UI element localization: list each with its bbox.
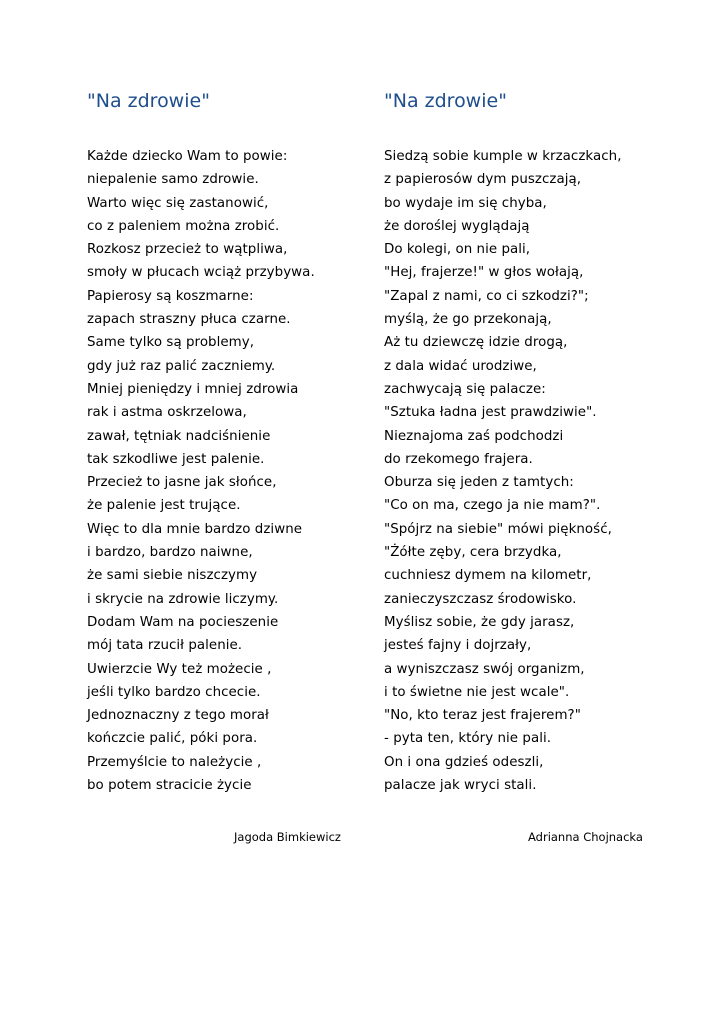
right-poem	[384, 88, 684, 797]
poem-line: a wyniszczasz swój organizm,	[384, 661, 585, 677]
poem-line: mój tata rzucił palenie.	[87, 638, 243, 654]
poem-line: "Spójrz na siebie" mówi piękność,	[384, 521, 612, 537]
poem-line: "Hej, frajerze!" w głos wołają,	[384, 265, 584, 281]
poem-line: Przemyślcie to należycie ,	[87, 754, 262, 770]
poem-line: myślą, że go przekonają,	[384, 312, 552, 328]
poem-line: jeśli tylko bardzo chcecie.	[87, 684, 261, 700]
poem-line: że doroślej wyglądają	[384, 218, 530, 234]
poem-line: bo wydaje im się chyba,	[384, 195, 547, 211]
poem-line: "Co on ma, czego ja nie mam?".	[384, 498, 601, 514]
poem-line: zachwycają się palacze:	[384, 381, 546, 397]
poem-line: i to świetne nie jest wcale".	[384, 684, 570, 700]
poem-line: że palenie jest trujące.	[87, 498, 241, 514]
poem-line: zanieczyszczasz środowisko.	[384, 591, 577, 607]
poem-line: zawał, tętniak nadciśnienie	[87, 428, 271, 444]
left-poem	[87, 88, 357, 797]
poem-line: bo potem stracicie życie	[87, 778, 252, 794]
poem-line: Do kolegi, on nie pali,	[384, 242, 531, 258]
poem-line: i bardzo, bardzo naiwne,	[87, 545, 253, 561]
right-poem-author: Adrianna Chojnacka	[528, 830, 643, 844]
poem-line: Nieznajoma zaś podchodzi	[384, 428, 564, 444]
poem-line: cuchniesz dymem na kilometr,	[384, 568, 592, 584]
poem-line: palacze jak wryci stali.	[384, 778, 537, 794]
poem-line: Rozkosz przecież to wątpliwa,	[87, 242, 288, 258]
poem-line: rak i astma oskrzelowa,	[87, 405, 247, 421]
poem-line: "Sztuka ładna jest prawdziwie".	[384, 405, 597, 421]
poem-line: do rzekomego frajera.	[384, 451, 533, 467]
poem-line: Siedzą sobie kumple w krzaczkach,	[384, 149, 622, 164]
poem-line: gdy już raz palić zaczniemy.	[87, 358, 276, 374]
poem-line: Mniej pieniędzy i mniej zdrowia	[87, 381, 299, 397]
left-poem-author: Jagoda Bimkiewicz	[234, 830, 341, 844]
poem-line: z papierosów dym puszczają,	[384, 172, 582, 188]
poem-line: smoły w płucach wciąż przybywa.	[87, 265, 315, 281]
poem-line: "Zapal z nami, co ci szkodzi?";	[384, 288, 589, 304]
poem-line: - pyta ten, który nie pali.	[384, 731, 552, 747]
poem-line: Aż tu dziewczę idzie drogą,	[384, 335, 568, 351]
poem-line: i skrycie na zdrowie liczymy.	[87, 591, 279, 607]
poem-line: Warto więc się zastanowić,	[87, 195, 269, 211]
right-poem-title: "Na zdrowie"	[384, 90, 507, 112]
poem-line: Same tylko są problemy,	[87, 335, 255, 351]
right-poem-lines	[384, 145, 684, 797]
poem-line: Dodam Wam na pocieszenie	[87, 614, 279, 630]
poem-line: Przecież to jasne jak słońce,	[87, 475, 277, 491]
poem-line: co z paleniem można zrobić.	[87, 218, 280, 234]
poem-line: Myślisz sobie, że gdy jarasz,	[384, 614, 575, 630]
poem-line: że sami siebie niszczymy	[87, 568, 258, 584]
left-poem-lines	[87, 145, 357, 797]
poem-line: zapach straszny płuca czarne.	[87, 312, 291, 328]
poem-line: Oburza się jeden z tamtych:	[384, 475, 574, 491]
poem-line: "No, kto teraz jest frajerem?"	[384, 708, 581, 724]
poem-line: Więc to dla mnie bardzo dziwne	[87, 521, 303, 537]
poem-line: Uwierzcie Wy też możecie ,	[87, 661, 272, 677]
poem-line: Jednoznaczny z tego morał	[87, 708, 269, 724]
poem-line: z dala widać urodziwe,	[384, 358, 537, 374]
poem-line: "Żółte zęby, cera brzydka,	[384, 545, 562, 561]
poem-line: tak szkodliwe jest palenie.	[87, 451, 265, 467]
poem-line: Papierosy są koszmarne:	[87, 288, 254, 304]
poem-line: On i ona gdzieś odeszli,	[384, 754, 544, 770]
poem-line: jesteś fajny i dojrzały,	[384, 638, 532, 654]
left-poem-title: "Na zdrowie"	[87, 90, 210, 112]
poem-line: niepalenie samo zdrowie.	[87, 172, 259, 188]
poem-line: kończcie palić, póki pora.	[87, 731, 258, 747]
poem-line: Każde dziecko Wam to powie:	[87, 149, 288, 164]
